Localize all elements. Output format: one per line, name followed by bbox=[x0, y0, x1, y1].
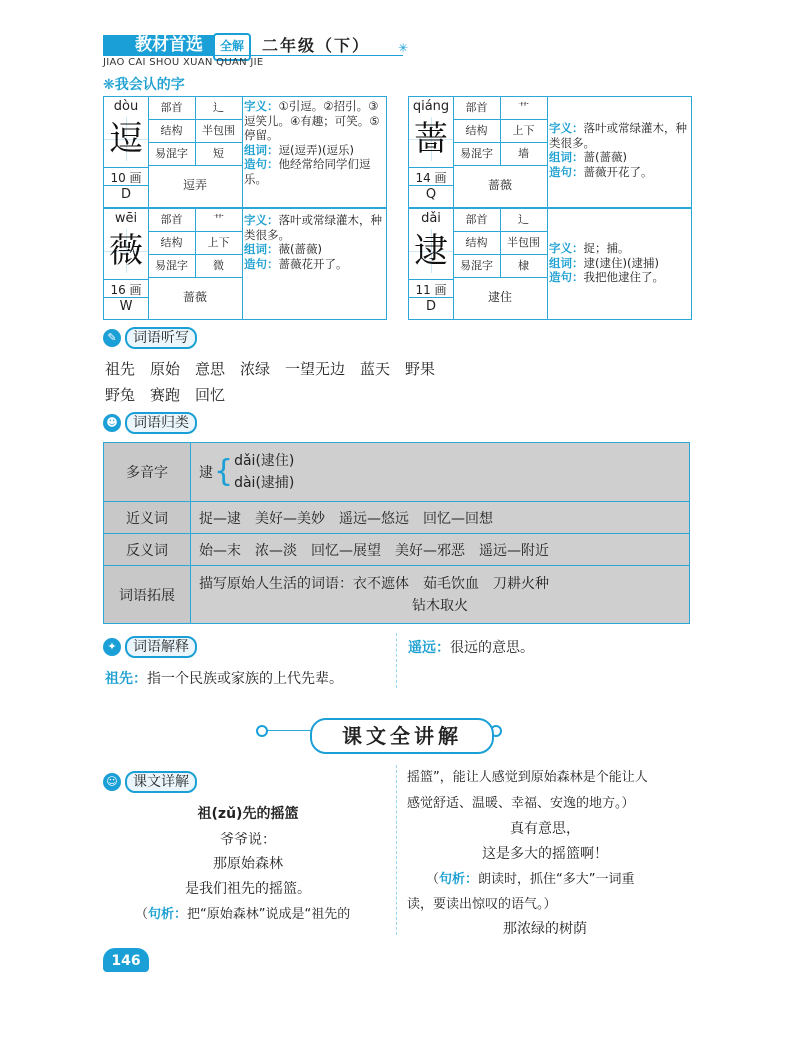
label-confusable: 易混字 bbox=[148, 255, 196, 277]
char-letter: D bbox=[104, 185, 148, 202]
explain-item: 遥远：很远的意思。 bbox=[408, 640, 534, 656]
char-word: 逮住 bbox=[487, 290, 512, 304]
value-confusable: 墙 bbox=[518, 147, 529, 160]
char-zuci: 组词：逮(逮住)(逮捕) bbox=[549, 255, 659, 270]
char-card bbox=[103, 96, 387, 208]
label-structure: 结构 bbox=[453, 120, 501, 142]
label-structure: 结构 bbox=[148, 120, 196, 142]
label-radical: 部首 bbox=[148, 209, 196, 231]
char-card bbox=[408, 208, 692, 320]
section-explain-title: 词语解释 bbox=[125, 636, 197, 658]
section-dictation-title: 词语听写 bbox=[125, 327, 197, 349]
char-word: 蔷薇 bbox=[487, 178, 512, 192]
value-structure: 上下 bbox=[207, 236, 230, 249]
char-strokes: 11 画 bbox=[409, 279, 453, 298]
label-radical: 部首 bbox=[148, 97, 196, 119]
book-icon: ✦ bbox=[103, 638, 121, 656]
robot-icon: ☻ bbox=[103, 414, 121, 432]
char-word: 蔷薇 bbox=[182, 290, 207, 304]
section-explain bbox=[103, 637, 197, 657]
char-zuci: 组词：蔷(蔷薇) bbox=[549, 150, 627, 164]
poem-line: 爷爷说： bbox=[220, 832, 276, 848]
char-letter: D bbox=[409, 297, 453, 314]
char-zaoju: 造句：我把他逮住了。 bbox=[549, 270, 664, 284]
header-badge: 全解 bbox=[213, 33, 251, 61]
explain-item: 祖先：指一个民族或家族的上代先辈。 bbox=[105, 671, 343, 687]
poem-line: 是我们祖先的摇篮。 bbox=[185, 881, 311, 897]
brace-icon: { bbox=[214, 454, 234, 489]
header-arrow-icon: ✳ bbox=[398, 41, 409, 55]
analysis-note-cont: 感觉舒适、温暖、幸福、安逸的地方。） bbox=[407, 796, 635, 811]
poem-line: 那原始森林 bbox=[213, 856, 283, 872]
section-classify bbox=[103, 413, 197, 433]
value-radical: 艹 bbox=[518, 101, 529, 114]
value-confusable: 棣 bbox=[518, 259, 529, 272]
poem-line: 那浓绿的树荫 bbox=[503, 921, 587, 937]
char-strokes: 14 画 bbox=[409, 167, 453, 186]
poem-line: 真有意思， bbox=[510, 821, 580, 837]
column-divider bbox=[396, 765, 397, 935]
row-text: 描写原始人生活的词语：衣不遮体 茹毛饮血 刀耕火种 bbox=[199, 575, 549, 592]
banner-dot bbox=[256, 725, 268, 737]
polyphone-2: dài(逮捕) bbox=[234, 475, 295, 491]
row-text: 钻木取火 bbox=[412, 597, 468, 614]
label-confusable: 易混字 bbox=[148, 143, 196, 165]
header-divider bbox=[103, 55, 403, 56]
label-confusable: 易混字 bbox=[453, 255, 501, 277]
analysis-note: （句析：朗读时，抓住“多大”一词重 bbox=[426, 872, 635, 887]
value-structure: 上下 bbox=[512, 124, 535, 137]
char-word: 逗弄 bbox=[182, 178, 207, 192]
header-grade: 二年级（下） bbox=[262, 36, 371, 55]
value-confusable: 微 bbox=[213, 259, 224, 272]
section-detail-title: 课文详解 bbox=[125, 771, 197, 793]
row-head: 多音字 bbox=[104, 443, 191, 502]
char-card bbox=[408, 96, 692, 208]
section-classify-title: 词语归类 bbox=[125, 412, 197, 434]
dictation-line-2: 野兔 赛跑 回忆 bbox=[105, 386, 226, 404]
char-pinyin: dǎi bbox=[421, 211, 441, 226]
table-row bbox=[104, 534, 690, 566]
char-glyph: 蔷 bbox=[409, 117, 453, 161]
label-radical: 部首 bbox=[453, 209, 501, 231]
header-book-title: 教材首选 bbox=[103, 35, 243, 55]
char-pinyin: dòu bbox=[113, 99, 139, 114]
value-structure: 半包围 bbox=[202, 124, 235, 137]
char-meaning: 字义：捉；捕。 bbox=[549, 241, 630, 255]
analysis-note-cont: 摇篮”，能让人感觉到原始森林是个能让人 bbox=[407, 770, 648, 785]
analysis-note-cont: 读，要读出惊叹的语气。） bbox=[407, 897, 557, 912]
section-detail bbox=[103, 772, 197, 792]
row-text: 始—末 浓—淡 回忆—展望 美好—邪恶 遥远—附近 bbox=[191, 534, 690, 566]
char-glyph: 逗 bbox=[104, 117, 148, 161]
value-confusable: 短 bbox=[213, 147, 224, 160]
row-head: 词语拓展 bbox=[104, 566, 191, 624]
char-zaoju: 造句：蔷薇花开了。 bbox=[244, 256, 348, 271]
char-meaning: 字义：①引逗。②招引。③逗笑儿。④有趣；可笑。⑤停留。 bbox=[244, 99, 380, 142]
section-title-chars: ❋我会认的字 bbox=[103, 77, 185, 93]
poem-line: 这是多大的摇篮啊！ bbox=[482, 846, 608, 862]
section-dictation bbox=[103, 328, 197, 348]
header-pinyin: JIAO CAI SHOU XUAN QUAN JIE bbox=[103, 57, 264, 68]
char-meaning: 字义：落叶或常绿灌木，种类很多。 bbox=[549, 121, 687, 150]
label-structure: 结构 bbox=[148, 232, 196, 254]
page-number: 146 bbox=[103, 948, 149, 972]
banner-title: 课文全讲解 bbox=[310, 718, 494, 754]
label-structure: 结构 bbox=[453, 232, 501, 254]
dictation-line-1: 祖先 原始 意思 浓绿 一望无边 蓝天 野果 bbox=[105, 360, 436, 378]
char-letter: W bbox=[104, 297, 148, 314]
char-meaning: 字义：落叶或常绿灌木，种类很多。 bbox=[244, 213, 382, 242]
row-head: 反义词 bbox=[104, 534, 191, 566]
row-head: 近义词 bbox=[104, 502, 191, 534]
classify-table bbox=[103, 442, 690, 624]
value-radical: 辶 bbox=[213, 101, 224, 114]
ear-icon: ✎ bbox=[103, 329, 121, 347]
polyphone-1: dǎi(逮住) bbox=[234, 453, 295, 469]
value-radical: 艹 bbox=[213, 213, 224, 226]
char-strokes: 10 画 bbox=[104, 167, 148, 186]
poem-title: 祖(zǔ)先的摇篮 bbox=[197, 806, 299, 822]
char-zuci: 组词：逗(逗弄)(逗乐) bbox=[244, 142, 354, 157]
table-row bbox=[104, 566, 690, 624]
value-radical: 辶 bbox=[518, 213, 529, 226]
label-radical: 部首 bbox=[453, 97, 501, 119]
value-structure: 半包围 bbox=[507, 236, 540, 249]
char-pinyin: wēi bbox=[114, 211, 138, 226]
char-letter: Q bbox=[409, 185, 453, 202]
column-divider bbox=[396, 633, 397, 688]
char-zaoju: 造句：他经常给同学们逗乐。 bbox=[244, 157, 371, 186]
analysis-note: （句析：把“原始森林”说成是“祖先的 bbox=[135, 907, 351, 922]
row-text: 捉—逮 美好—美妙 遥远—悠远 回忆—回想 bbox=[191, 502, 690, 534]
char-pinyin: qiáng bbox=[412, 99, 450, 114]
char-glyph: 薇 bbox=[104, 229, 148, 273]
char-zaoju: 造句：蔷薇开花了。 bbox=[549, 164, 653, 179]
char-glyph: 逮 bbox=[409, 229, 453, 273]
char-zuci: 组词：薇(蔷薇) bbox=[244, 242, 322, 256]
table-row bbox=[104, 502, 690, 534]
label-confusable: 易混字 bbox=[453, 143, 501, 165]
char-card bbox=[103, 208, 387, 320]
table-row bbox=[104, 443, 690, 502]
polyphone-char: 逮 bbox=[199, 465, 213, 481]
face-icon: ☺ bbox=[103, 773, 121, 791]
char-strokes: 16 画 bbox=[104, 279, 148, 298]
